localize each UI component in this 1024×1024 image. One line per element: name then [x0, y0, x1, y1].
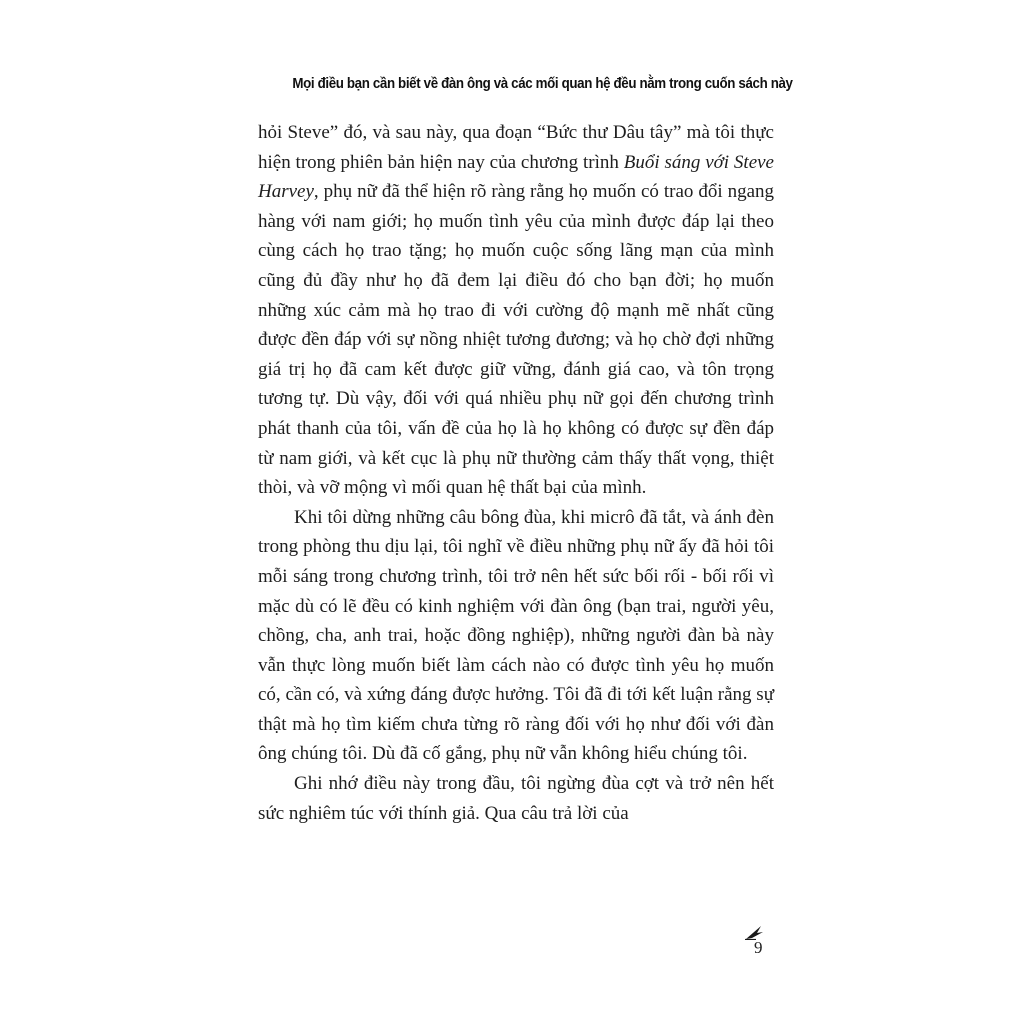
paragraph-1-text-start: hỏi Steve” đó, và sau này, qua đoạn “Bức thư Dâu tây” mà tôi thực hiện trong phiên bản hiện nay của chương trình: [258, 122, 774, 173]
paragraph-1-text-end: , phụ nữ đã thể hiện rõ ràng rằng họ muốn có trao đổi ngang hàng với nam giới; họ muốn tình yêu của mình được đáp lại theo cùng cách họ trao tặng; họ muốn cuộc sống lãng mạn của mình cũng đủ đầy như họ đã đem lại điều đó cho bạn đời; họ muốn những xúc cảm mà họ trao đi với cường độ mạnh mẽ nhất cũng được đền đáp với sự nồng nhiệt tương đương; và họ chờ đợi những giá trị họ đã cam kết được giữ vững, đánh giá cao, và tôn trọng tương tự. Dù vậy, đối với quá nhiều phụ nữ gọi đến chương trình phát thanh của tôi, vấn đề của họ là họ không có được sự đền đáp từ nam giới, và kết cục là phụ nữ thường cảm thấy thất vọng, thiệt thòi, và vỡ mộng vì mối quan hệ thất bại của mình.: [258, 181, 774, 499]
show-title-italic: Buổi sáng với Steve Harvey: [258, 151, 774, 203]
paragraph-3: Ghi nhớ điều này trong đầu, tôi ngừng đùa cợt và trở nên hết sức nghiêm túc với thính giả. Qua câu trả lời của: [258, 773, 774, 824]
body-text: [258, 118, 774, 828]
paragraph-1: [258, 118, 774, 503]
paragraph-2: Khi tôi dừng những câu bông đùa, khi micrô đã tắt, và ánh đèn trong phòng thu dịu lại, tôi nghĩ về điều những phụ nữ ấy đã hỏi tôi mỗi sáng trong chương trình, tôi trở nên hết sức bối rối - bối rối vì mặc dù có lẽ đều có kinh nghiệm với đàn ông (bạn trai, người yêu, chồng, cha, anh trai, hoặc đồng nghiệp), những người đàn bà này vẫn thực lòng muốn biết làm cách nào có được tình yêu họ muốn có, cần có, và xứng đáng được hưởng. Tôi đã đi tới kết luận rằng sự thật mà họ tìm kiếm chưa từng rõ ràng đối với họ như đối với đàn ông chúng tôi. Dù đã cố gắng, phụ nữ vẫn không hiểu chúng tôi.: [258, 506, 774, 765]
page-footer: [742, 922, 782, 962]
running-header: Mọi điều bạn cần biết về đàn ông và các mối quan hệ đều nằm trong cuốn sách này: [292, 76, 793, 92]
page-number: 9: [754, 938, 763, 957]
